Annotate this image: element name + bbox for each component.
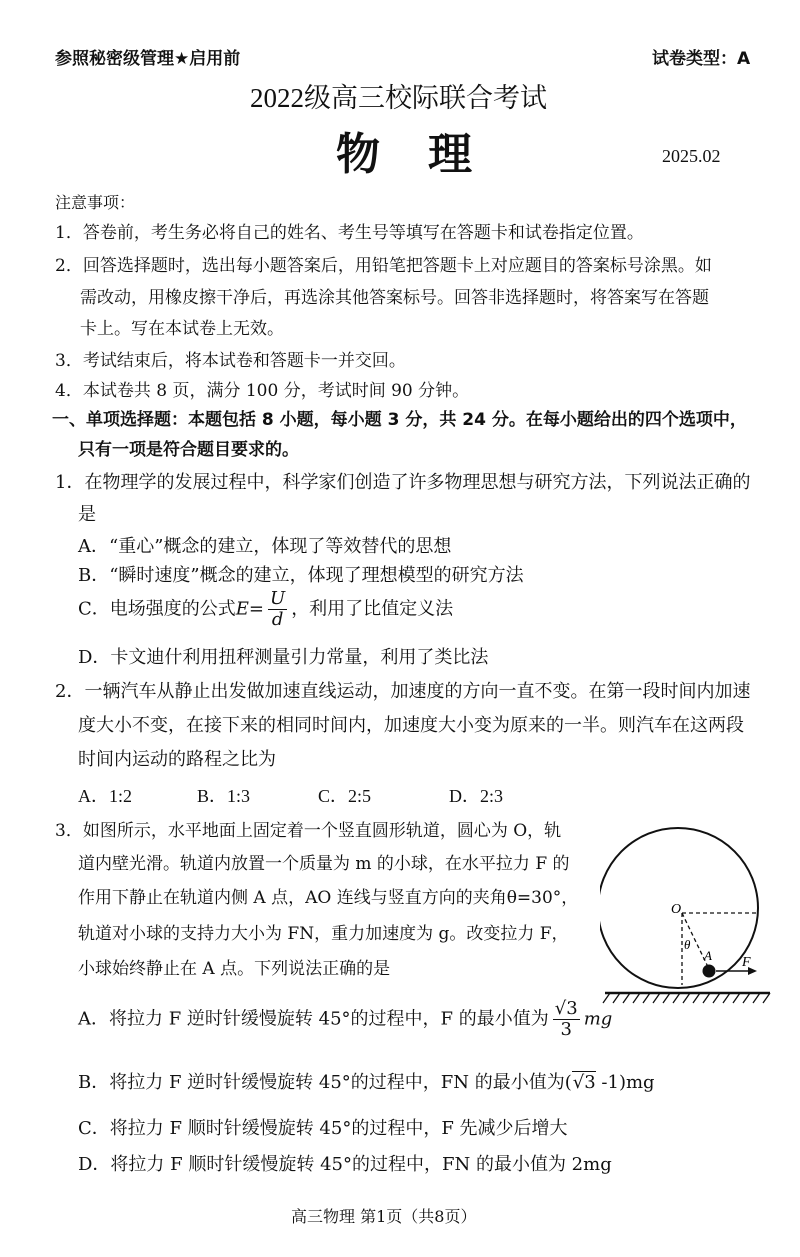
secrecy-label: 参照秘密级管理★启用前 bbox=[55, 49, 241, 69]
fraction-denominator: d bbox=[271, 609, 284, 630]
note-item: 4．本试卷共 8 页，满分 100 分，考试时间 90 分钟。 bbox=[55, 381, 470, 401]
q1-option-d: D．卡文迪什利用扭秤测量引力常量，利用了类比法 bbox=[78, 647, 489, 668]
q3-option-b-prefix: B．将拉力 F 逆时针缓慢旋转 45°的过程中，FN 的最小值为( bbox=[78, 1072, 572, 1093]
subject-title: 物 理 bbox=[336, 130, 474, 179]
q2-stem-cont: 度大小不变，在接下来的相同时间内，加速度大小变为原来的一半。则汽车在这两段 bbox=[78, 715, 744, 736]
fraction-numerator: U bbox=[270, 588, 286, 609]
section-heading: 一、单项选择题：本题包括 8 小题，每小题 3 分，共 24 分。在每小题给出的四个选项中， bbox=[52, 410, 747, 430]
q3-stem-cont: 道内壁光滑。轨道内放置一个质量为 m 的小球，在水平拉力 F 的 bbox=[78, 854, 570, 874]
q3-stem-cont: 轨道对小球的支持力大小为 FN，重力加速度为 g。改变拉力 F， bbox=[78, 924, 569, 944]
label-theta: θ bbox=[684, 937, 691, 952]
fraction bbox=[553, 1000, 580, 1039]
q1-option-c bbox=[78, 590, 453, 629]
paper-type-label: 试卷类型：A bbox=[652, 49, 751, 69]
q1-stem-cont: 是 bbox=[78, 504, 96, 525]
q3-option-c: C．将拉力 F 顺时针缓慢旋转 45°的过程中，F 先减少后增大 bbox=[78, 1118, 568, 1139]
exam-title: 2022级高三校际联合考试 bbox=[250, 83, 547, 113]
q3-option-b-suffix: -1)mg bbox=[595, 1072, 655, 1093]
notes-heading: 注意事项： bbox=[55, 193, 136, 212]
q2-stem-cont: 时间内运动的路程之比为 bbox=[78, 749, 276, 770]
exam-date: 2025.02 bbox=[662, 146, 721, 166]
section-heading-cont: 只有一项是符合题目要求的。 bbox=[78, 440, 299, 460]
circular-track-diagram bbox=[600, 825, 775, 1010]
q3-option-a bbox=[78, 1000, 612, 1039]
label-o: O bbox=[671, 902, 682, 917]
fraction-denominator: 3 bbox=[560, 1019, 572, 1040]
q1-option-c-eq: = bbox=[248, 598, 265, 620]
q3-option-a-prefix: A．将拉力 F 逆时针缓慢旋转 45°的过程中，F 的最小值为 bbox=[78, 1008, 549, 1030]
note-item: 3．考试结束后，将本试卷和答题卡一并交回。 bbox=[55, 351, 406, 371]
q1-stem: 1．在物理学的发展过程中，科学家们创造了许多物理思想与研究方法，下列说法正确的 bbox=[55, 472, 751, 493]
q3-stem-cont: 作用下静止在轨道内侧 A 点，AO 连线与竖直方向的夹角θ=30°， bbox=[78, 888, 579, 908]
note-item: 1．答卷前，考生务必将自己的姓名、考生号等填写在答题卡和试卷指定位置。 bbox=[55, 223, 644, 243]
q1-option-a: A．“重心”概念的建立，体现了等效替代的思想 bbox=[78, 536, 452, 557]
sqrt-expression: √3 bbox=[572, 1072, 596, 1093]
q2-option-a: A．1:2 bbox=[78, 786, 132, 806]
q1-option-c-var: E bbox=[235, 598, 249, 620]
label-a: A bbox=[704, 948, 712, 963]
q2-stem: 2．一辆汽车从静止出发做加速直线运动，加速度的方向一直不变。在第一段时间内加速 bbox=[55, 681, 751, 702]
q3-option-d: D．将拉力 F 顺时针缓慢旋转 45°的过程中，FN 的最小值为 2mg bbox=[78, 1154, 612, 1175]
q2-option-d: D．2:3 bbox=[449, 786, 503, 806]
q3-option-a-suffix: mg bbox=[583, 1008, 613, 1030]
q3-stem-cont: 小球始终静止在 A 点。下列说法正确的是 bbox=[78, 959, 391, 979]
q2-option-b: B．1:3 bbox=[197, 786, 251, 806]
q3-option-b bbox=[78, 1068, 655, 1094]
label-f: F bbox=[742, 955, 751, 970]
ground-hatch bbox=[603, 993, 770, 1003]
fraction bbox=[268, 590, 287, 629]
q3-stem: 3．如图所示，水平地面上固定着一个竖直圆形轨道，圆心为 O，轨 bbox=[55, 821, 562, 841]
q1-option-c-prefix: C．电场强度的公式 bbox=[78, 598, 236, 620]
fraction-numerator: √3 bbox=[554, 998, 578, 1019]
ball-a bbox=[703, 965, 716, 978]
q2-option-c: C．2:5 bbox=[318, 786, 372, 806]
note-item: 2．回答选择题时，选出每小题答案后，用铅笔把答题卡上对应题目的答案标号涂黑。如 bbox=[55, 256, 712, 276]
q1-option-b: B．“瞬时速度”概念的建立，体现了理想模型的研究方法 bbox=[78, 565, 524, 586]
q1-option-c-suffix: ，利用了比值定义法 bbox=[291, 598, 454, 620]
page-footer: 高三物理 第1页（共8页） bbox=[291, 1207, 477, 1226]
note-item: 需改动，用橡皮擦干净后，再选涂其他答案标号。回答非选择题时，将答案写在答题 bbox=[80, 288, 709, 308]
note-item: 卡上。写在本试卷上无效。 bbox=[80, 319, 284, 339]
